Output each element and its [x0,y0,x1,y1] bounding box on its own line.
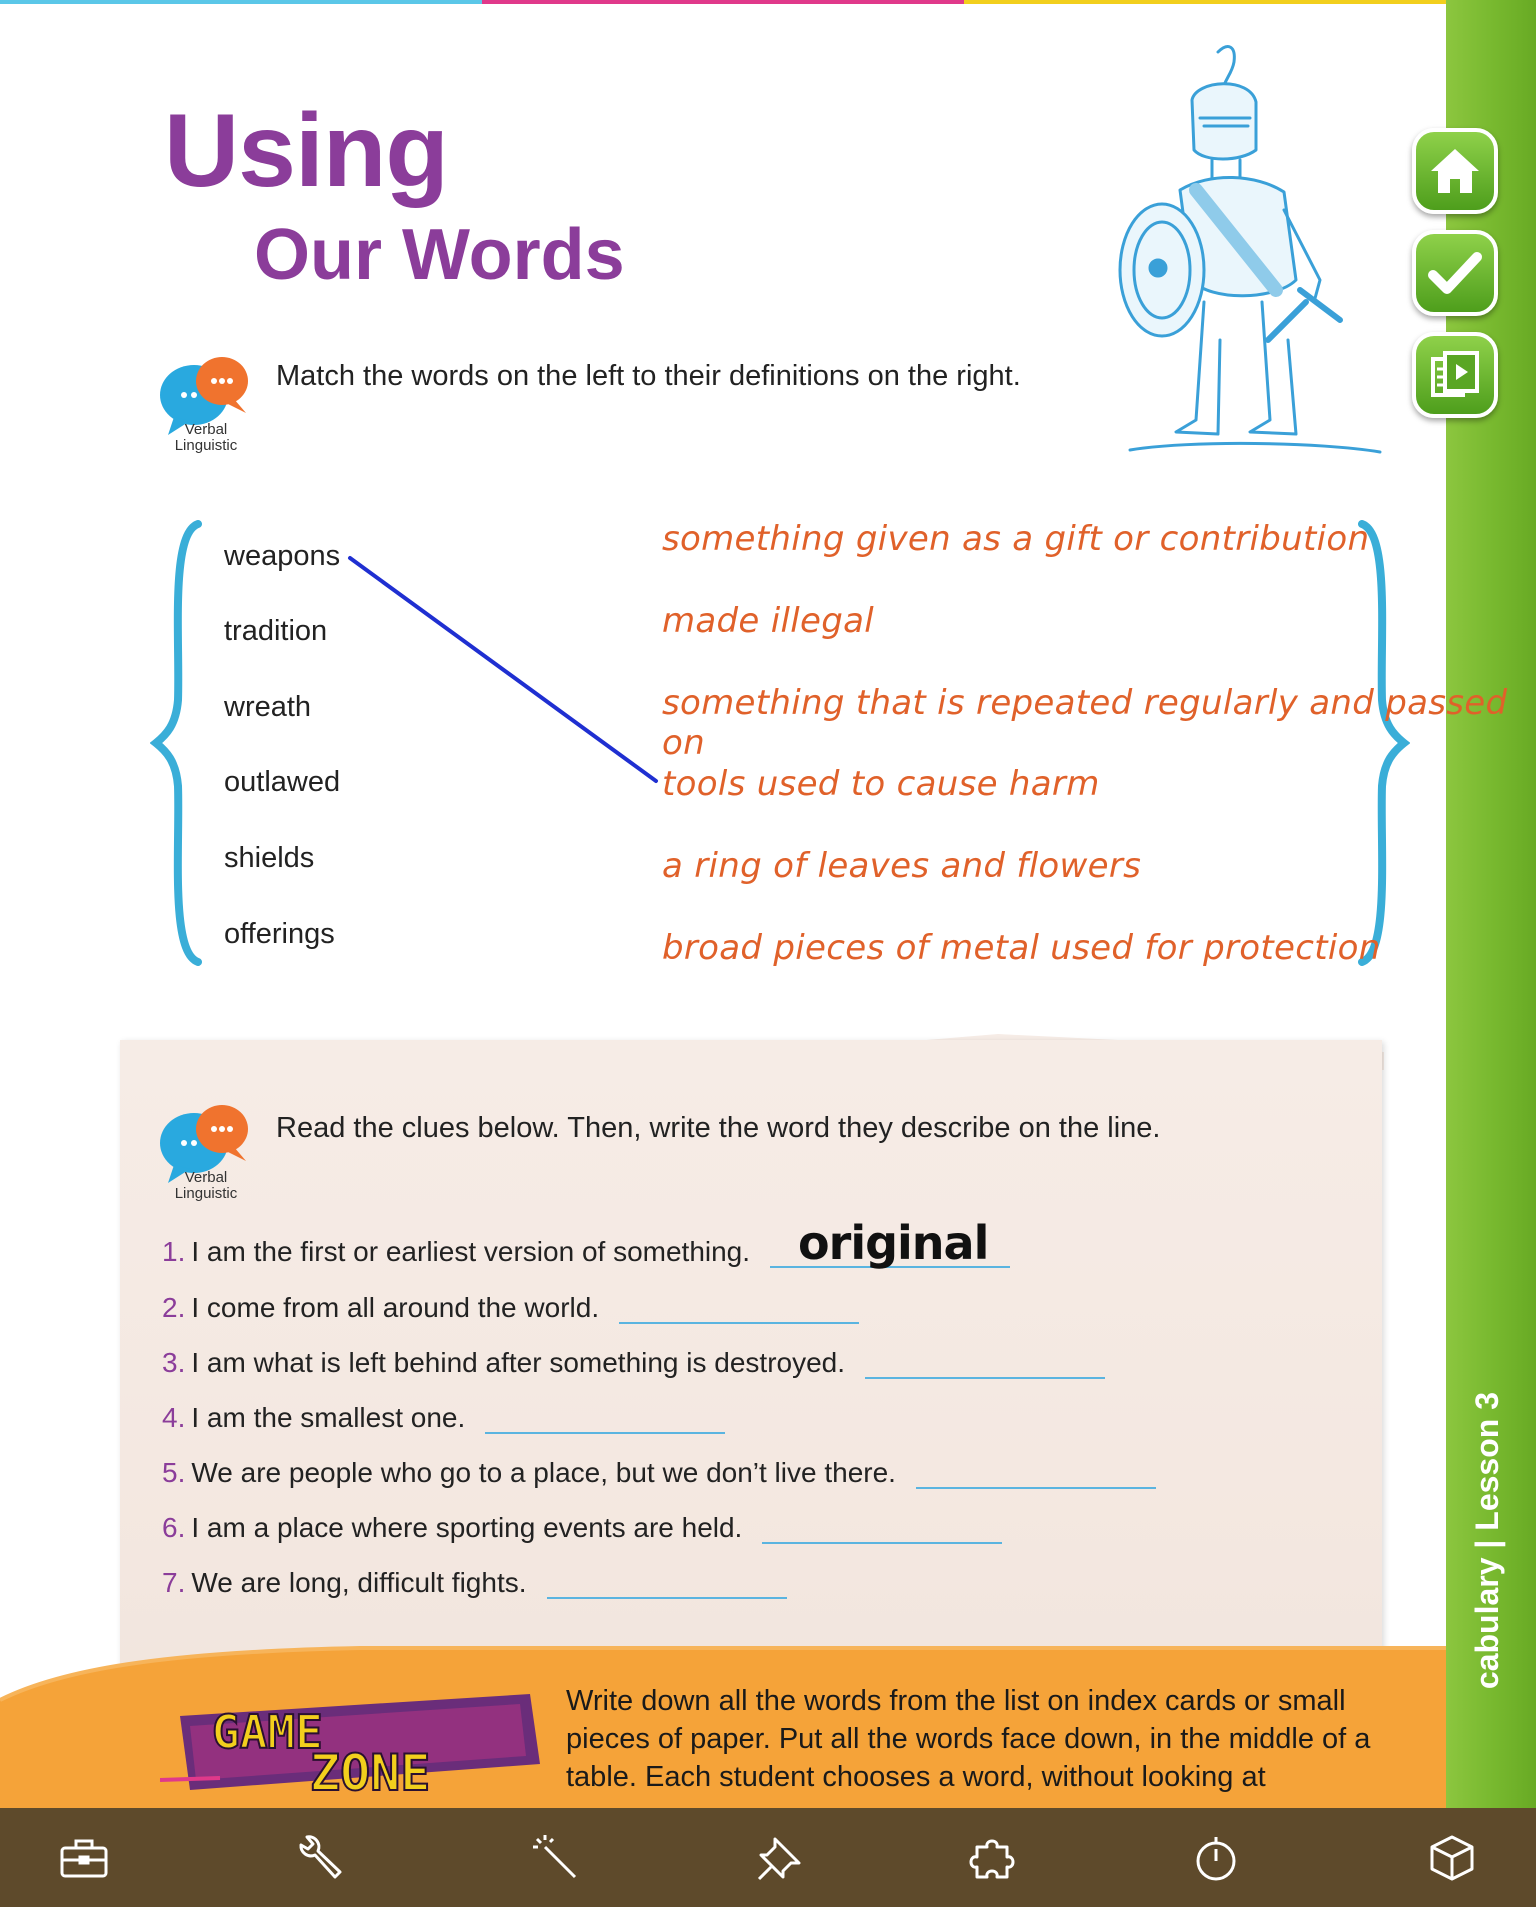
clue-2 [162,1292,859,1324]
answer-field-1[interactable] [770,1216,1010,1270]
match-definition-6[interactable]: broad pieces of metal used for protection [662,928,1381,968]
gamezone-logo-line2: ZONE [310,1744,431,1802]
clue-7 [162,1567,787,1599]
briefcase-tool-button[interactable] [56,1830,112,1886]
strip-blue [0,0,482,4]
strip-pink [482,0,964,4]
caption-line1: Verbal [184,421,228,438]
home-button[interactable] [1412,128,1498,214]
cube-tool-button[interactable] [1424,1830,1480,1886]
pin-tool-button[interactable] [752,1830,808,1886]
match-word-2[interactable]: tradition [224,615,328,647]
caption-line2: Linguistic [174,437,238,454]
media-book-button[interactable] [1412,332,1498,418]
page-title-line1: Using [164,93,448,209]
check-answers-button[interactable] [1412,230,1498,316]
briefcase-icon [59,1836,109,1880]
match-word-1[interactable]: weapons [224,540,341,572]
clue-number: 2. [162,1292,186,1323]
match-line-weapons [350,558,656,781]
clue-text: I am what is left behind after something is destroyed. [191,1347,846,1378]
rail-lesson-label: cabulary | Lesson 3 [1469,1392,1505,1690]
puzzle-icon [969,1833,1019,1883]
magic-wand-icon [531,1833,581,1883]
match-definition-3[interactable]: something that is repeated regularly and passed on [662,683,1508,763]
gamezone-logo [160,1686,560,1806]
match-definition-1[interactable]: something given as a gift or contribution [662,519,1370,559]
answer-field-4[interactable] [485,1406,725,1434]
clue-text: I come from all around the world. [191,1292,600,1323]
answer-field-2[interactable] [619,1296,859,1324]
pin-icon [755,1833,805,1883]
answer-field-6[interactable] [762,1516,1002,1544]
match-word-6[interactable]: offerings [224,918,335,950]
knight-illustration [1100,40,1400,470]
clue-1 [162,1216,1010,1270]
clue-number: 5. [162,1457,186,1488]
match-definition-4[interactable]: tools used to cause harm [662,764,1100,804]
strip-yellow [964,0,1446,4]
match-instruction: Match the words on the left to their definitions on the right. [276,360,1021,392]
checkmark-icon [1427,247,1483,299]
clue-text: We are people who go to a place, but we don’t live there. [191,1457,896,1488]
match-definition-5[interactable]: a ring of leaves and flowers [662,846,1142,886]
clues-instruction: Read the clues below. Then, write the word they describe on the line. [276,1112,1161,1144]
answer-field-5[interactable] [916,1461,1156,1489]
home-icon [1427,145,1483,197]
clue-3 [162,1347,1105,1379]
wrench-icon [295,1833,345,1883]
match-definition-2[interactable]: made illegal [662,601,874,641]
top-color-strip [0,0,1446,4]
puzzle-tool-button[interactable] [966,1830,1022,1886]
clue-5 [162,1457,1156,1489]
verbal-caption [156,422,256,454]
caption2-line1: Verbal [184,1169,228,1186]
left-brace [150,520,210,966]
match-word-3[interactable]: wreath [224,691,312,723]
page-title-line2: Our Words [254,215,625,295]
answer-text: original [798,1216,989,1270]
clue-number: 6. [162,1512,186,1543]
clue-number: 1. [162,1236,186,1267]
timer-tool-button[interactable] [1188,1830,1244,1886]
match-word-5[interactable]: shields [224,842,315,874]
answer-field-3[interactable] [865,1351,1105,1379]
clue-text: I am a place where sporting events are held. [191,1512,743,1543]
book-video-icon [1427,349,1483,401]
clue-number: 3. [162,1347,186,1378]
answer-field-7[interactable] [547,1571,787,1599]
clue-text: I am the smallest one. [191,1402,466,1433]
wrench-tool-button[interactable] [292,1830,348,1886]
cube-icon [1427,1833,1477,1883]
timer-icon [1191,1833,1241,1883]
magic-wand-tool-button[interactable] [528,1830,584,1886]
clue-6 [162,1512,1002,1544]
gamezone-logo-line1: GAME [212,1705,323,1759]
clue-number: 7. [162,1567,186,1598]
gamezone-text: Write down all the words from the list on index cards or small pieces of paper. Put all the words face down, in the middle of a table. Each student chooses a word, without looking at [566,1685,1371,1793]
match-word-4[interactable]: outlawed [224,766,341,798]
clue-text: I am the first or earliest version of something. [191,1236,751,1267]
clue-number: 4. [162,1402,186,1433]
clue-4 [162,1402,725,1434]
caption2-line2: Linguistic [174,1185,238,1202]
clue-text: We are long, difficult fights. [191,1567,527,1598]
verbal-caption-2 [156,1170,256,1202]
